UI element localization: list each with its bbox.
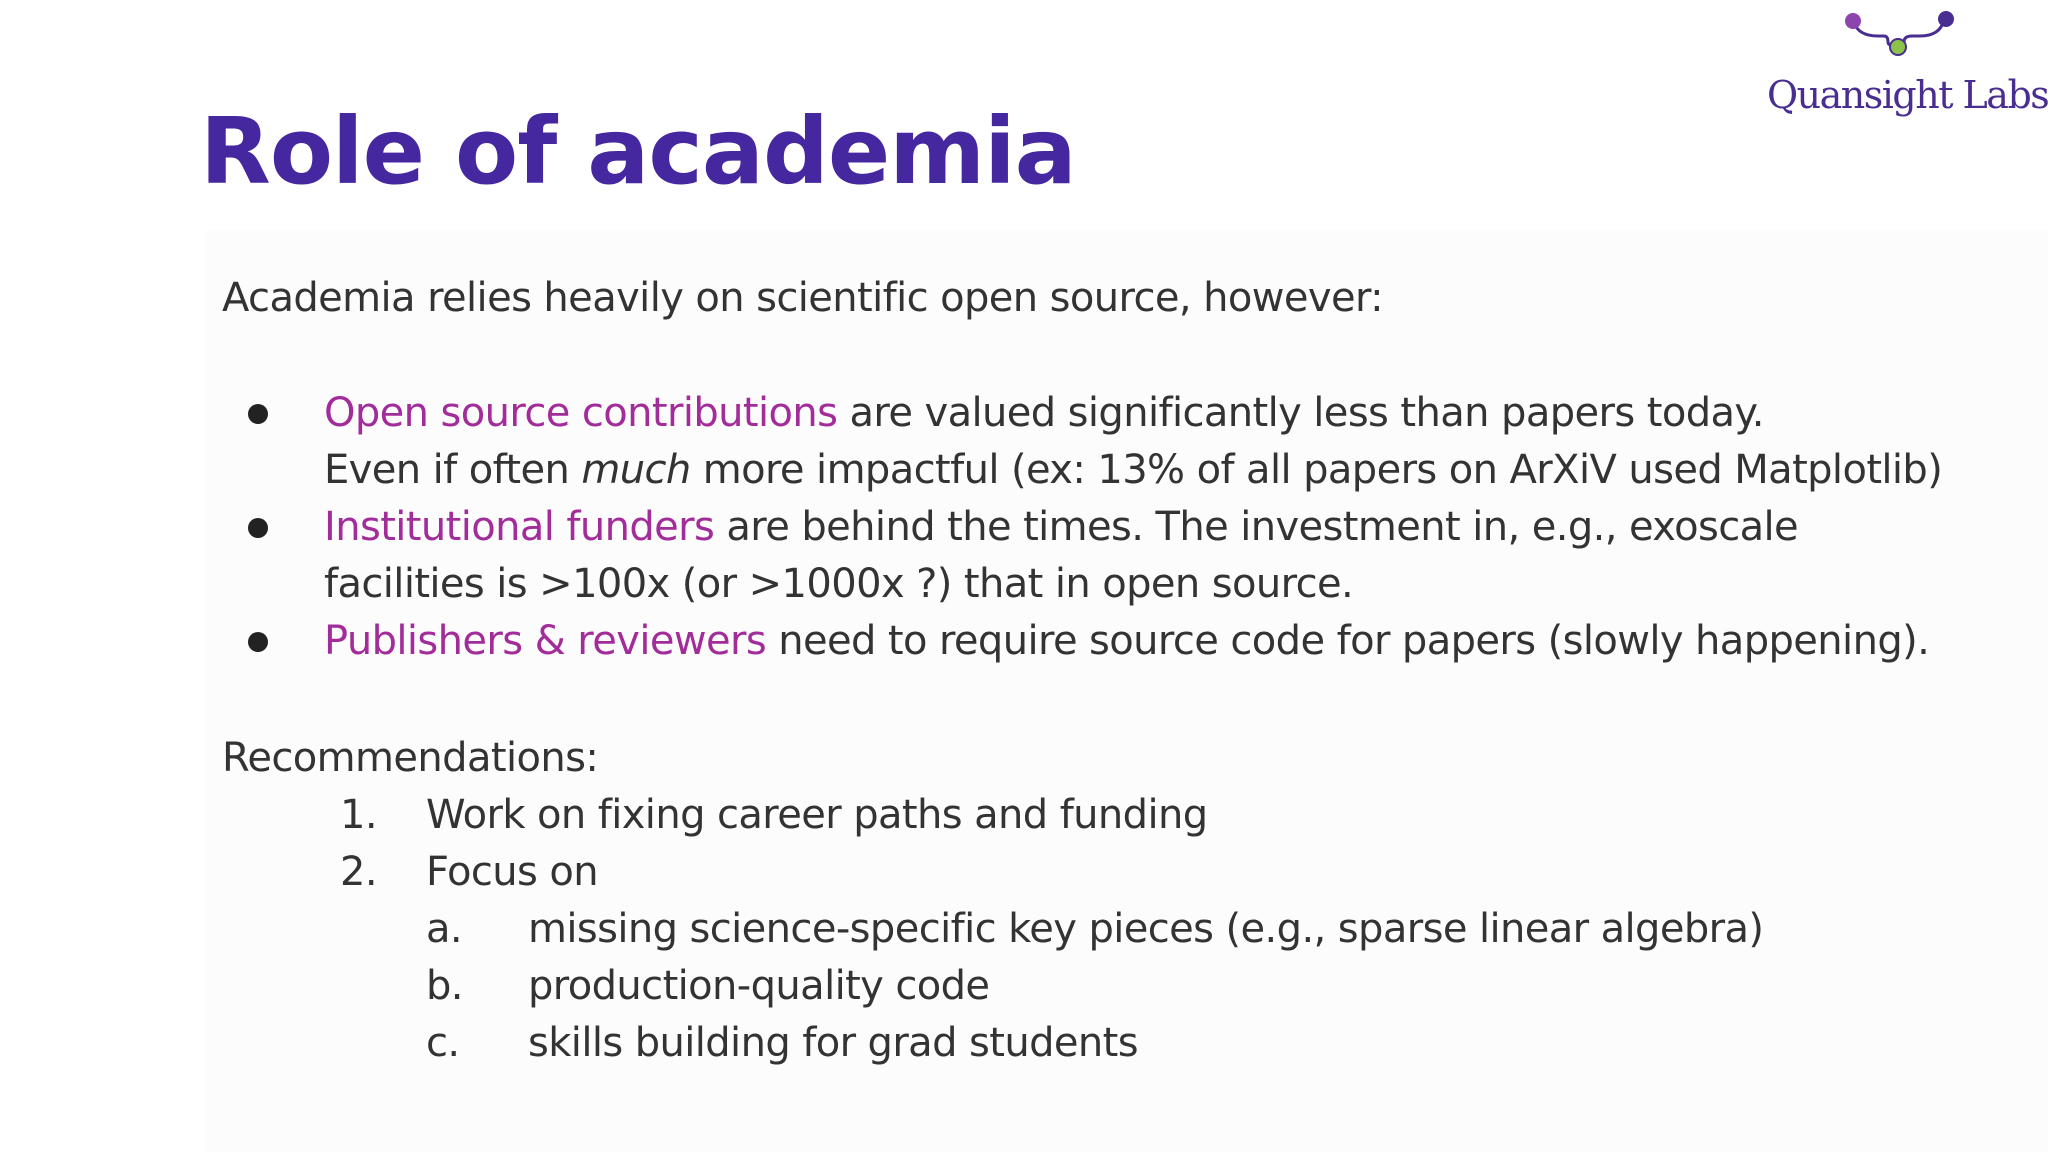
logo-wordmark: Quansight Labs (1767, 73, 2048, 117)
bullet-text: need to require source code for papers (slowly happening). (766, 618, 1930, 664)
recommendations-list (340, 787, 1763, 1072)
bullet-highlight: Open source contributions (324, 390, 838, 436)
bullet-text: facilities is >100x (or >1000x ?) that in open source. (324, 561, 1354, 607)
bullet-dot-icon (248, 518, 268, 538)
sub-item (356, 1015, 1763, 1072)
bullet-text: Even if often (324, 447, 582, 493)
sub-item-text: skills building for grad students (528, 1020, 1138, 1066)
recommendations-title: Recommendations: (222, 735, 599, 781)
sub-item-text: missing science-specific key pieces (e.g., sparse linear algebra) (528, 906, 1764, 952)
recommendation-text: Focus on (426, 849, 598, 895)
intro-text: Academia relies heavily on scientific open source, however: (222, 275, 1383, 321)
bullet-text: are valued significantly less than papers today. (837, 390, 1764, 436)
sub-item (356, 901, 1763, 958)
quansight-logo (1760, 6, 2048, 126)
list-letter: a. (426, 906, 463, 952)
list-letter: b. (426, 963, 463, 1009)
recommendation-item (340, 844, 1763, 901)
bullet-item (244, 385, 2024, 499)
bullet-highlight: Publishers & reviewers (324, 618, 767, 664)
bullet-text: more impactful (ex: 13% of all papers on ArXiV used Matplotlib) (690, 447, 1943, 493)
slide-title: Role of academia (200, 98, 1076, 205)
bullet-highlight: Institutional funders (324, 504, 715, 550)
list-number: 1. (340, 792, 377, 838)
list-number: 2. (340, 849, 377, 895)
bullet-dot-icon (248, 632, 268, 652)
bullet-item (244, 613, 2024, 670)
bullet-list (244, 385, 2024, 670)
list-letter: c. (426, 1020, 460, 1066)
recommendation-text: Work on fixing career paths and funding (426, 792, 1208, 838)
bullet-item (244, 499, 2024, 613)
sub-list (356, 901, 1763, 1072)
bullet-text: are behind the times. The investment in, e.g., exoscale (714, 504, 1799, 550)
bullet-dot-icon (248, 404, 268, 424)
sub-item (356, 958, 1763, 1015)
quansight-network-icon (1842, 6, 1962, 66)
bullet-emphasis: much (581, 447, 691, 493)
recommendation-item (340, 787, 1763, 844)
sub-item-text: production-quality code (528, 963, 990, 1009)
